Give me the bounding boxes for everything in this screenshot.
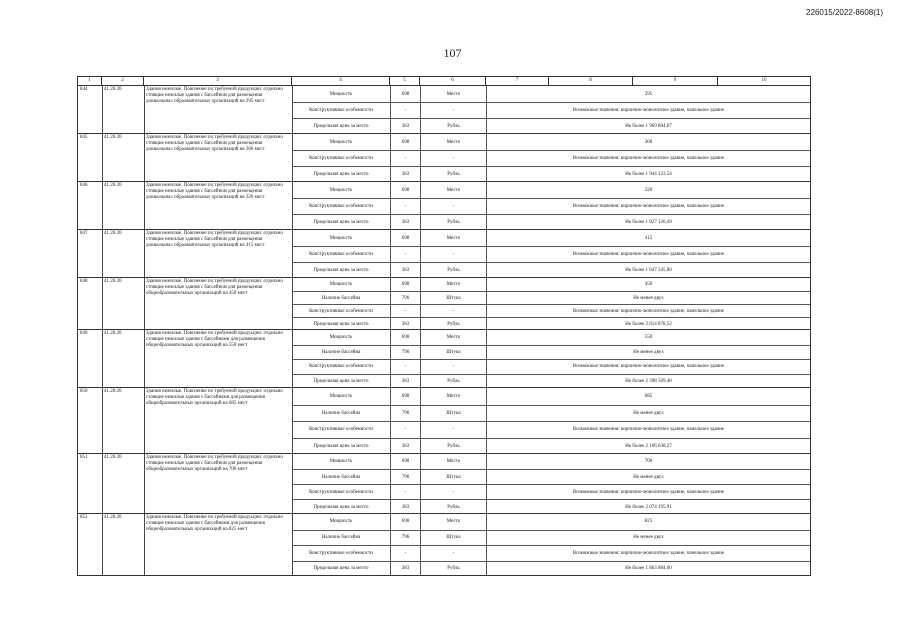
table-row bbox=[292, 484, 810, 499]
page-number: 107 bbox=[443, 46, 462, 60]
table-row bbox=[292, 359, 810, 374]
table-row bbox=[292, 438, 810, 455]
parameter-value: 300 bbox=[486, 134, 810, 150]
table-group-849 bbox=[77, 330, 811, 388]
okpd-code: 41.20.20 bbox=[104, 515, 122, 520]
parameter-name: Конструктивные особенности bbox=[309, 204, 373, 209]
table-row bbox=[292, 134, 810, 150]
table-row bbox=[292, 198, 810, 214]
item-description: Здания нежилые. Пояснение по требуемой продукции: отдельно стоящие нежилые здания с бассейном для размещения дошкольных образовательных организаций на 300 мест bbox=[146, 135, 283, 152]
unit-code: 383 bbox=[390, 167, 420, 182]
parameter-value: Возможные значения: кирпично-монолитное здание, панельное здание bbox=[486, 360, 810, 374]
okpd-code: 41.20.20 bbox=[104, 331, 122, 336]
row-number: 846 bbox=[80, 183, 88, 188]
unit-name: Рубль bbox=[420, 263, 486, 278]
unit-name: - bbox=[420, 305, 486, 317]
parameter-name: Конструктивные особенности bbox=[309, 252, 373, 257]
parameter-name: Предельная цена за место bbox=[313, 504, 369, 510]
table-row bbox=[292, 166, 810, 182]
header-col-5: 5 bbox=[390, 77, 420, 85]
okpd-code: 41.20.20 bbox=[104, 135, 122, 140]
parameter-value: Не более 2 614 878,52 bbox=[486, 318, 810, 330]
parameter-value: Не более 1 969 804,67 bbox=[486, 119, 810, 134]
parameter-value: Не менее двух bbox=[486, 346, 810, 360]
parameter-name: Мощность bbox=[329, 91, 353, 97]
table-row bbox=[292, 86, 810, 102]
header-col-7: 7 bbox=[486, 77, 549, 85]
parameter-name: Наличие бассейна bbox=[321, 349, 361, 355]
parameter-value: Не менее двух bbox=[486, 406, 810, 422]
parameter-value: Не менее двух bbox=[486, 531, 810, 546]
header-col-4: 4 bbox=[292, 77, 390, 85]
table-row bbox=[292, 317, 810, 330]
table-row bbox=[292, 278, 810, 291]
row-number: 850 bbox=[80, 389, 88, 394]
table-row bbox=[292, 374, 810, 389]
unit-code: - bbox=[390, 360, 420, 374]
unit-name: - bbox=[420, 199, 486, 214]
specification-table bbox=[77, 76, 811, 590]
row-number: 852 bbox=[80, 515, 88, 520]
table-group-846 bbox=[77, 182, 811, 230]
table-row bbox=[292, 469, 810, 484]
parameter-value: Возможные значения: кирпично-монолитное здание, панельное здание bbox=[486, 247, 810, 262]
parameter-name: Предельная цена за место bbox=[313, 124, 369, 129]
item-description: Здания нежилые. Пояснение по требуемой продукции: отдельно стоящие нежилые здания с бассейнами для размещения общеобразовательных организаций на 550 мест bbox=[146, 331, 283, 348]
unit-code: 698 bbox=[390, 278, 420, 291]
parameter-value: Не более 2 106 638,27 bbox=[486, 439, 810, 455]
unit-code: - bbox=[390, 546, 420, 561]
parameter-name: Конструктивные особенности bbox=[309, 364, 373, 370]
table-row bbox=[292, 118, 810, 134]
unit-name: Рубль bbox=[420, 318, 486, 330]
unit-name: Рубль bbox=[420, 439, 486, 455]
item-description: Здания нежилые. Пояснение по требуемой продукции: отдельно стоящие нежилые здания с бассейном для размещения дошкольных образовательных организаций на 415 мест bbox=[146, 231, 283, 248]
unit-name: - bbox=[420, 422, 486, 438]
header-col-10: 10 bbox=[761, 78, 767, 83]
parameter-value: Не менее двух bbox=[486, 292, 810, 304]
unit-code: 796 bbox=[390, 470, 420, 484]
unit-code: 383 bbox=[390, 318, 420, 330]
parameter-value: 550 bbox=[486, 330, 810, 345]
table-row bbox=[292, 150, 810, 166]
parameter-name: Мощность bbox=[329, 282, 353, 287]
table-row bbox=[292, 345, 810, 360]
unit-code: 383 bbox=[390, 119, 420, 134]
parameter-value: Возможные значения: кирпично-монолитное здание, панельное здание bbox=[486, 151, 810, 166]
unit-name: Рубль bbox=[420, 562, 486, 577]
table-group-851 bbox=[77, 454, 811, 514]
unit-name: - bbox=[420, 485, 486, 499]
table-group-847 bbox=[77, 230, 811, 278]
unit-name: Место bbox=[420, 134, 486, 150]
row-number: 844 bbox=[80, 87, 88, 92]
parameter-name: Наличие бассейна bbox=[321, 295, 361, 301]
parameter-value: Возможные значения: кирпично-монолитное здание, панельное здание bbox=[486, 485, 810, 499]
unit-name: Штука bbox=[420, 292, 486, 304]
table-row bbox=[292, 405, 810, 422]
unit-code: - bbox=[390, 485, 420, 499]
parameter-name: Наличие бассейна bbox=[321, 535, 361, 541]
row-number: 849 bbox=[80, 331, 88, 336]
parameter-name: Предельная цена за место bbox=[313, 443, 369, 449]
parameter-name: Конструктивные особенности bbox=[309, 489, 373, 495]
table-row bbox=[292, 454, 810, 469]
header-col-3: 3 bbox=[144, 77, 292, 85]
unit-name: Место bbox=[420, 330, 486, 345]
parameter-name: Конструктивные особенности bbox=[309, 308, 373, 314]
item-description: Здания нежилые. Пояснение по требуемой продукции: отдельно стоящие нежилые здания с бассейном для размещения общеобразовательных организаций на 450 мест bbox=[146, 279, 283, 296]
table-row bbox=[292, 561, 810, 577]
unit-name: Штука bbox=[420, 470, 486, 484]
table-group-852 bbox=[77, 514, 811, 576]
unit-code: 698 bbox=[390, 514, 420, 530]
document-number: 226015/2022-8608(1) bbox=[806, 8, 883, 17]
header-col-8: 8 bbox=[549, 77, 633, 85]
unit-code: 698 bbox=[390, 134, 420, 150]
parameter-name: Наличие бассейна bbox=[321, 410, 361, 416]
parameter-name: Мощность bbox=[329, 187, 353, 193]
parameter-name: Мощность bbox=[329, 393, 353, 399]
unit-name: Место bbox=[420, 230, 486, 246]
table-row bbox=[292, 545, 810, 561]
parameter-name: Предельная цена за место bbox=[313, 268, 369, 273]
unit-name: - bbox=[420, 151, 486, 166]
unit-code: 698 bbox=[390, 86, 420, 102]
parameter-value: Возможные значения: кирпично-монолитное здание, панельное здание bbox=[486, 305, 810, 317]
parameter-value: Возможные значения: кирпично-монолитное здание, панельное здание bbox=[486, 199, 810, 214]
unit-name: Место bbox=[420, 514, 486, 530]
unit-code: - bbox=[390, 199, 420, 214]
parameter-value: Возможные значения: кирпично-монолитное здание, панельное здание bbox=[486, 422, 810, 438]
unit-name: Рубль bbox=[420, 167, 486, 182]
parameter-value: Не более 1 944 123,54 bbox=[486, 167, 810, 182]
unit-code: 796 bbox=[390, 406, 420, 422]
unit-name: - bbox=[420, 247, 486, 262]
parameter-value: Возможные значения: кирпично-монолитное здание, панельное здание bbox=[486, 103, 810, 118]
table-row bbox=[292, 388, 810, 405]
table-header-row bbox=[77, 76, 811, 86]
table-row bbox=[292, 514, 810, 530]
table-row bbox=[292, 246, 810, 262]
row-number: 848 bbox=[80, 279, 88, 284]
table-group-845 bbox=[77, 134, 811, 182]
item-description: Здания нежилые. Пояснение по требуемой продукции: отдельно стоящие нежилые здания с бассейном для размещения дошкольных образовательных организаций на 320 мест bbox=[146, 183, 283, 200]
parameter-value: Не более 1 863 884,60 bbox=[486, 562, 810, 577]
parameter-name: Конструктивные особенности bbox=[309, 156, 373, 161]
parameter-value: 415 bbox=[486, 230, 810, 246]
table-row bbox=[292, 530, 810, 546]
okpd-code: 41.20.20 bbox=[104, 87, 122, 92]
parameter-name: Предельная цена за место bbox=[313, 220, 369, 225]
unit-code: 698 bbox=[390, 330, 420, 345]
parameter-name: Предельная цена за место bbox=[313, 321, 369, 327]
column-divider bbox=[102, 388, 103, 453]
unit-name: Место bbox=[420, 86, 486, 102]
unit-name: - bbox=[420, 103, 486, 118]
unit-code: 796 bbox=[390, 292, 420, 304]
parameter-value: Не более 2 398 569,48 bbox=[486, 375, 810, 389]
unit-name: Место bbox=[420, 278, 486, 291]
header-col-9: 9 bbox=[633, 77, 718, 85]
table-row bbox=[292, 330, 810, 345]
unit-code: - bbox=[390, 247, 420, 262]
parameter-value: Возможные значения: кирпично-монолитное здание, панельное здание bbox=[486, 546, 810, 561]
parameter-value: 320 bbox=[486, 182, 810, 198]
parameter-name: Предельная цена за место bbox=[313, 378, 369, 384]
parameter-value: 685 bbox=[486, 388, 810, 405]
parameter-name: Мощность bbox=[329, 334, 353, 340]
parameter-value: Не менее двух bbox=[486, 470, 810, 484]
item-description: Здания нежилые. Пояснение по требуемой продукции: отдельно стоящие нежилые здания с бассейнами для размещения общеобразовательных организаций на 825 мест bbox=[146, 515, 283, 532]
unit-code: - bbox=[390, 103, 420, 118]
parameter-value: Не более 2 074 195,91 bbox=[486, 500, 810, 514]
unit-name: Рубль bbox=[420, 375, 486, 389]
unit-name: Место bbox=[420, 388, 486, 405]
unit-name: Место bbox=[420, 182, 486, 198]
parameter-name: Мощность bbox=[329, 519, 353, 525]
unit-code: 698 bbox=[390, 388, 420, 405]
parameter-value: 295 bbox=[486, 86, 810, 102]
unit-code: 383 bbox=[390, 375, 420, 389]
okpd-code: 41.20.20 bbox=[104, 279, 122, 284]
parameter-name: Мощность bbox=[329, 459, 353, 464]
unit-name: Место bbox=[420, 454, 486, 469]
okpd-code: 41.20.20 bbox=[104, 183, 122, 188]
column-divider bbox=[102, 514, 103, 575]
unit-code: 383 bbox=[390, 263, 420, 278]
table-group-844 bbox=[77, 86, 811, 134]
parameter-name: Мощность bbox=[329, 139, 353, 145]
item-description: Здания нежилые. Пояснение по требуемой продукции: отдельно стоящие нежилые здания с бассейном для размещения дошкольных образовательных организаций на 295 мест bbox=[146, 87, 283, 104]
table-group-850 bbox=[77, 388, 811, 454]
unit-code: - bbox=[390, 305, 420, 317]
parameter-name: Предельная цена за место bbox=[313, 172, 369, 177]
item-description: Здания нежилые. Пояснение по требуемой продукции: отдельно стоящие нежилые здания с бассейном для размещения общеобразовательных организаций на 700 мест bbox=[146, 455, 283, 472]
parameter-name: Конструктивные особенности bbox=[309, 550, 373, 556]
row-number: 847 bbox=[80, 231, 88, 236]
unit-code: 383 bbox=[390, 439, 420, 455]
parameter-name: Конструктивные особенности bbox=[309, 427, 373, 433]
unit-name: Рубль bbox=[420, 215, 486, 230]
unit-name: Штука bbox=[420, 531, 486, 546]
parameter-value: 450 bbox=[486, 278, 810, 291]
table-row bbox=[292, 421, 810, 438]
unit-code: 383 bbox=[390, 215, 420, 230]
parameter-name: Мощность bbox=[329, 235, 353, 241]
parameter-value: 825 bbox=[486, 514, 810, 530]
unit-code: 383 bbox=[390, 500, 420, 514]
column-divider bbox=[102, 330, 103, 387]
unit-name: - bbox=[420, 360, 486, 374]
okpd-code: 41.20.20 bbox=[104, 389, 122, 394]
unit-code: - bbox=[390, 151, 420, 166]
table-row bbox=[292, 499, 810, 514]
unit-name: Штука bbox=[420, 406, 486, 422]
okpd-code: 41.20.20 bbox=[104, 231, 122, 236]
header-col-6: 6 bbox=[420, 77, 486, 85]
row-number: 851 bbox=[80, 455, 88, 460]
table-row bbox=[292, 262, 810, 278]
header-col-2: 2 bbox=[102, 77, 144, 85]
table-row bbox=[292, 230, 810, 246]
row-number: 845 bbox=[80, 135, 88, 140]
parameter-name: Наличие бассейна bbox=[321, 474, 361, 480]
unit-code: 383 bbox=[390, 562, 420, 577]
column-divider bbox=[102, 454, 103, 513]
unit-code: 796 bbox=[390, 346, 420, 360]
parameter-value: Не более 1 827 136,49 bbox=[486, 215, 810, 230]
table-row bbox=[292, 291, 810, 304]
unit-code: 698 bbox=[390, 182, 420, 198]
table-group-848 bbox=[77, 278, 811, 330]
parameter-name: Предельная цена за место bbox=[313, 566, 369, 572]
parameter-value: 700 bbox=[486, 454, 810, 469]
unit-name: Штука bbox=[420, 346, 486, 360]
table-row bbox=[292, 214, 810, 230]
table-row bbox=[292, 102, 810, 118]
unit-code: - bbox=[390, 422, 420, 438]
unit-name: - bbox=[420, 546, 486, 561]
parameter-name: Конструктивные особенности bbox=[309, 108, 373, 113]
unit-code: 698 bbox=[390, 230, 420, 246]
unit-name: Рубль bbox=[420, 500, 486, 514]
header-col-1: 1 bbox=[78, 77, 102, 85]
parameter-value: Не более 1 647 345,90 bbox=[486, 263, 810, 278]
okpd-code: 41.20.20 bbox=[104, 455, 122, 460]
unit-code: 796 bbox=[390, 531, 420, 546]
unit-code: 698 bbox=[390, 454, 420, 469]
item-description: Здания нежилые. Пояснение по требуемой продукции: отдельно стоящие нежилые здания с бассейнами для размещения общеобразовательных организаций на 685 мест bbox=[146, 389, 283, 406]
table-row bbox=[292, 182, 810, 198]
unit-name: Рубль bbox=[420, 119, 486, 134]
table-row bbox=[292, 304, 810, 317]
